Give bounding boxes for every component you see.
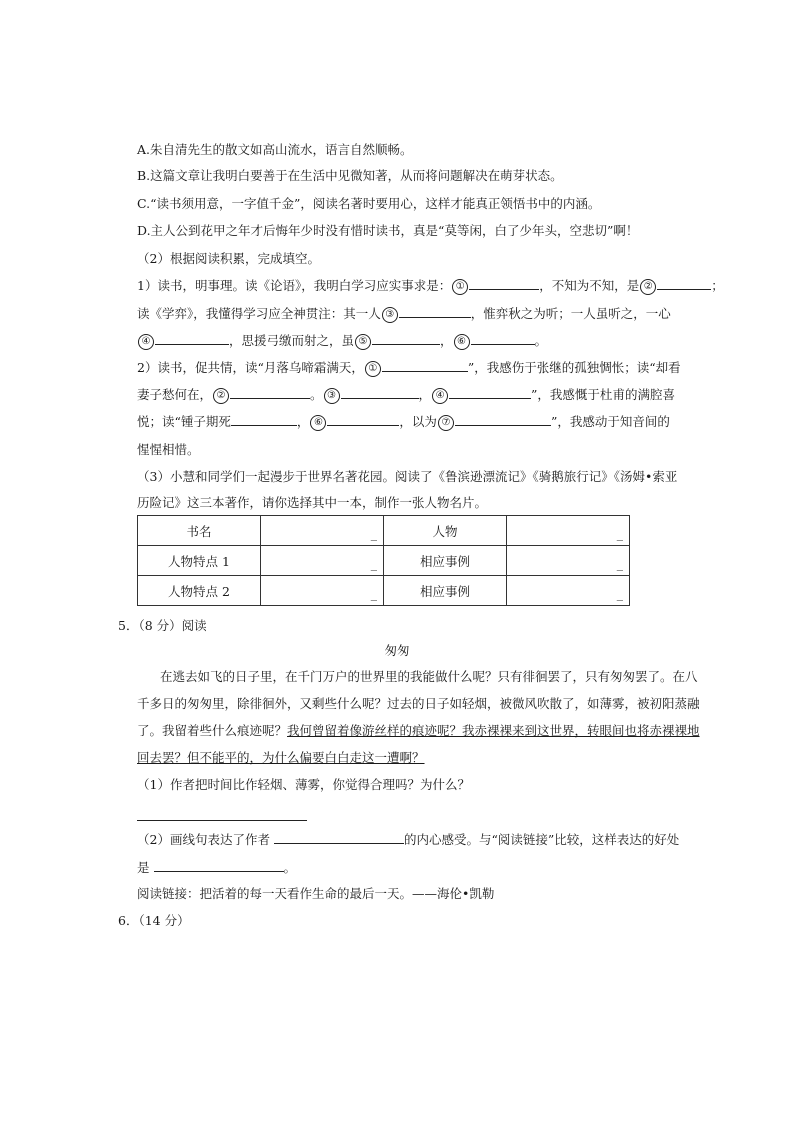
- q2-p1-line2: 读《学弈》，我懂得学习应全神贯注：其一人 ③ ，惟弈秋之为听；一人虽听之，一心: [137, 306, 671, 321]
- blank-p2-6[interactable]: [327, 413, 399, 426]
- label-book: 书名: [138, 516, 261, 546]
- blank-p2-4[interactable]: [449, 386, 531, 399]
- blank-p2-3[interactable]: [341, 386, 419, 399]
- q2-p2-line1: 2）读书，促共情，读“月落乌啼霜满天， ① ”，我感伤于张继的孤独惆怅；读“却看: [137, 360, 681, 375]
- q2-p2-line4: 惺惺相惜。: [137, 442, 200, 457]
- label-trait-1: 人物特点 1: [138, 546, 261, 576]
- label-example-2: 相应事例: [384, 576, 507, 606]
- blank-6[interactable]: [471, 332, 535, 345]
- q2-p2-line2: 妻子愁何在， ② 。 ③ ， ④ ”，我感慨于杜甫的满腔喜: [137, 387, 675, 402]
- passage-title: 匆匆: [384, 643, 410, 658]
- q2-p1-line3: ④ ，思援弓缴而射之，虽 ⑤ ， ⑥ 。: [137, 332, 547, 350]
- q6-number: 6．（14 分）: [118, 913, 190, 928]
- blank-feeling[interactable]: [274, 831, 404, 844]
- blank-1[interactable]: [469, 277, 539, 290]
- q3-line2: 历险记》这三本著作，请你选择其中一本，制作一张人物名片。: [137, 495, 488, 510]
- blank-p2-7[interactable]: [455, 413, 551, 426]
- q2-p2-line3: 悦；读“锺子期死 ， ⑥ ，以为 ⑦ ”，我感动于知音间的: [137, 414, 670, 429]
- input-book[interactable]: [261, 516, 384, 546]
- input-example-1[interactable]: [507, 546, 630, 576]
- q2-p1-line1: 1）读书，明事理。读《论语》，我明白学习应实事求是： ① ，不知为不知，是 ② ；: [137, 278, 724, 293]
- option-d: D.主人公到花甲之年才后悔年少时没有惜时读书，真是“莫等闲，白了少年头，空悲切”啊！: [137, 223, 639, 238]
- blank-4[interactable]: [155, 332, 229, 345]
- input-person[interactable]: [507, 516, 630, 546]
- blank-p2-1[interactable]: [382, 359, 468, 372]
- blank-benefit[interactable]: [154, 859, 284, 872]
- label-person: 人物: [384, 516, 507, 546]
- blank-5[interactable]: [372, 332, 440, 345]
- q5-sub2-line2: 是 。: [137, 860, 297, 875]
- character-card-table: [137, 515, 630, 606]
- label-example-1: 相应事例: [384, 546, 507, 576]
- blank-p2-2[interactable]: [230, 386, 310, 399]
- blank-2[interactable]: [657, 277, 711, 290]
- q2-heading: （2）根据阅读积累，完成填空。: [137, 251, 320, 266]
- q5-sub1: （1）作者把时间比作轻烟、薄雾，你觉得合理吗？为什么？: [137, 777, 470, 792]
- passage-para-2: 千多日的匆匆里，除徘徊外，又剩些什么呢？过去的日子如轻烟，被微风吹散了，如薄雾，被初阳蒸融: [137, 696, 700, 711]
- blank-3[interactable]: [399, 305, 471, 318]
- option-a: A.朱自清先生的散文如高山流水，语言自然顺畅。: [137, 142, 413, 157]
- passage-para-1: 在逃去如飞的日子里，在千门万户的世界里的我能做什么呢？只有徘徊罢了，只有匆匆罢了。在八: [160, 669, 698, 684]
- option-b: B.这篇文章让我明白要善于在生活中见微知著，从而将问题解决在萌芽状态。: [137, 168, 563, 183]
- passage-para-4: 回去罢？但不能平的，为什么偏要白白走这一遭啊？: [137, 750, 425, 765]
- option-c: C.“读书须用意，一字值千金”，阅读名著时要用心，这样才能真正领悟书中的内涵。: [137, 196, 601, 211]
- input-example-2[interactable]: [507, 576, 630, 606]
- input-trait-2[interactable]: [261, 576, 384, 606]
- reading-link: 阅读链接：把活着的每一天看作生命的最后一天。——海伦•凯勒: [137, 886, 495, 901]
- passage-para-3: 了。我留着些什么痕迹呢？我何曾留着像游丝样的痕迹呢？我赤裸裸来到这世界，转眼间也将赤裸裸地: [137, 723, 700, 738]
- label-trait-2: 人物特点 2: [138, 576, 261, 606]
- input-trait-1[interactable]: [261, 546, 384, 576]
- q5-sub1-answer[interactable]: [137, 808, 307, 826]
- q5-number: 5．（8 分）阅读: [118, 618, 207, 633]
- blank-p2-5[interactable]: [231, 413, 297, 426]
- underlined-sentence: 我何曾留着像游丝样的痕迹呢？我赤裸裸来到这世界，转眼间也将赤裸裸地: [287, 723, 700, 738]
- q5-sub2-line1: （2）画线句表达了作者 的内心感受。与“阅读链接”比较，这样表达的好处: [137, 832, 680, 847]
- q3-line1: （3）小慧和同学们一起漫步于世界名著花园。阅读了《鲁滨逊漂流记》《骑鹅旅行记》《汤姆•索亚: [137, 469, 678, 484]
